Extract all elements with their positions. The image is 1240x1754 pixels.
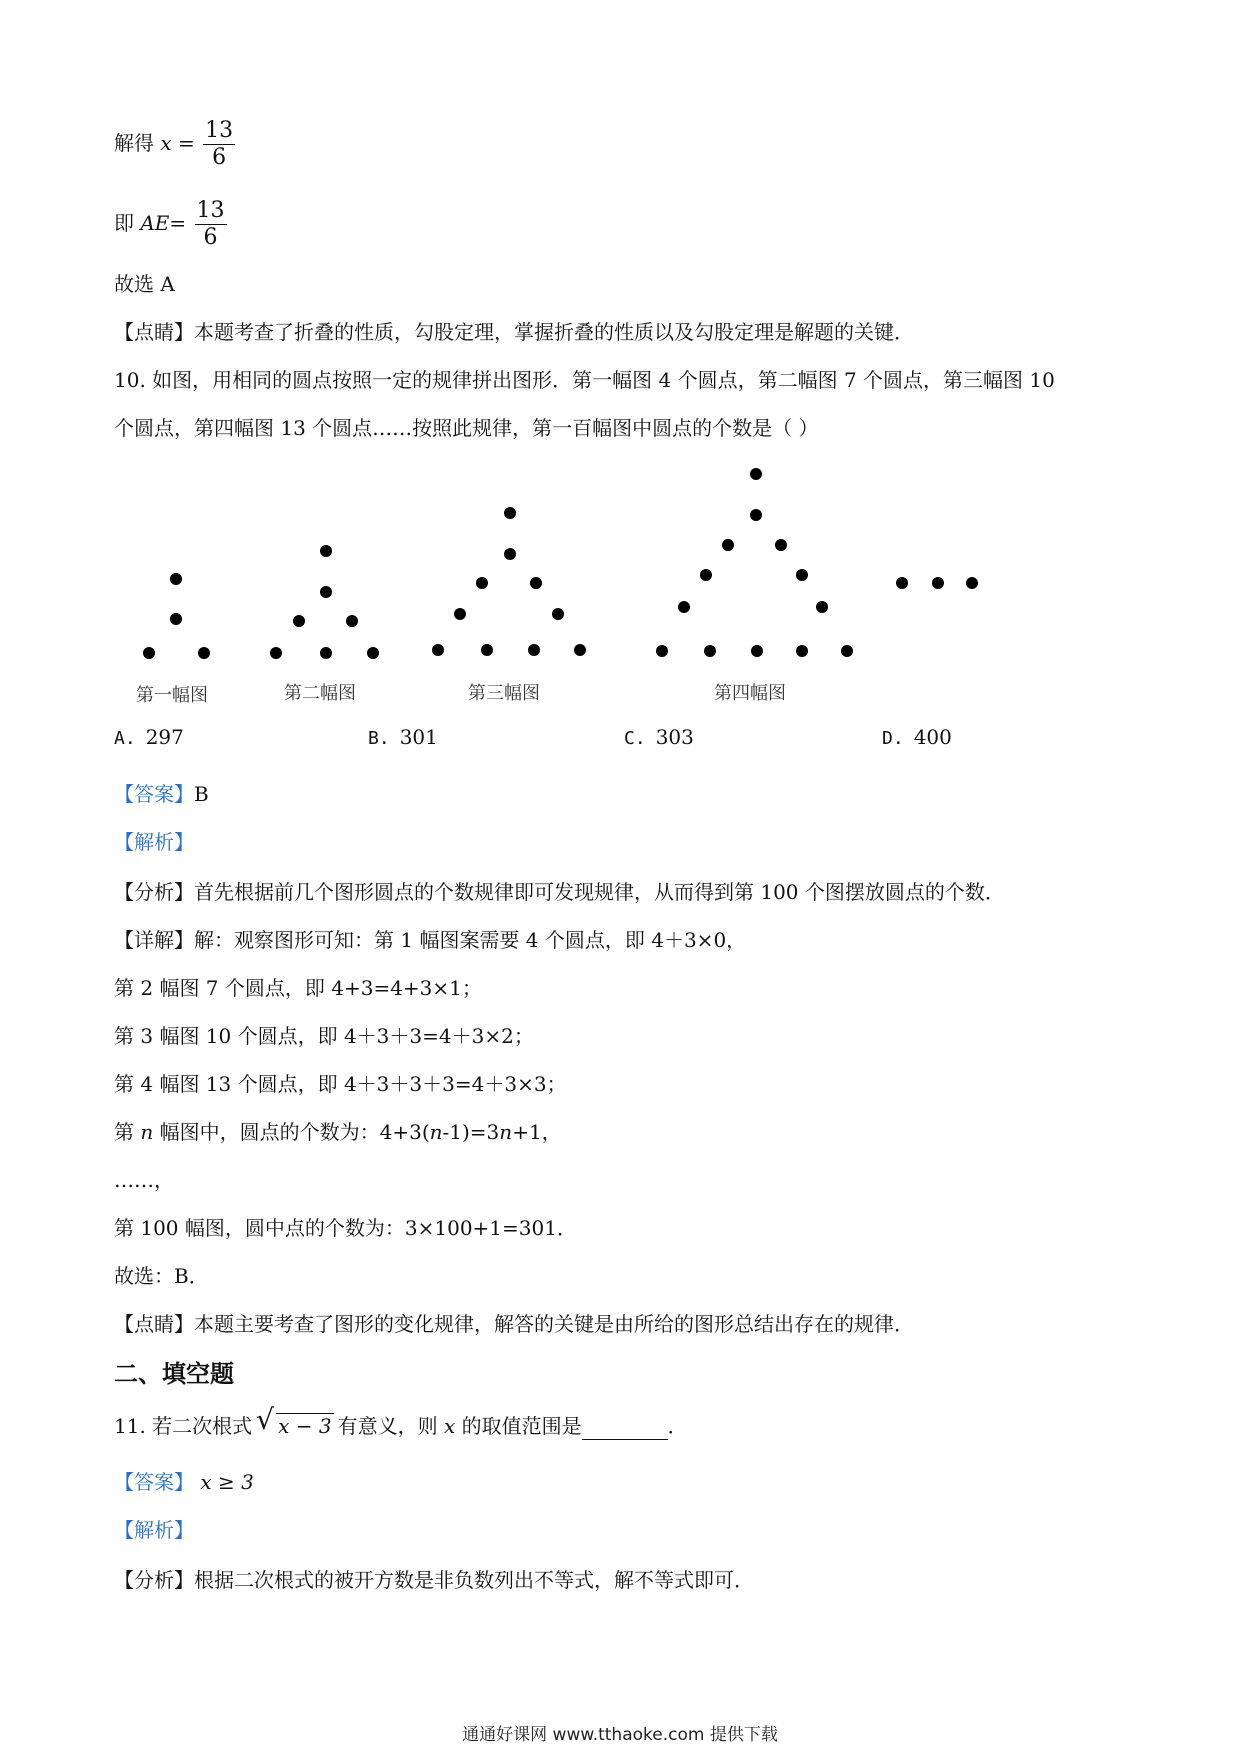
q10-fenxi: 【分析】首先根据前几个图形圆点的个数规律即可发现规律，从而得到第 100 个图摆放圆点的个数．: [114, 880, 1005, 904]
q11-answer: [114, 1468, 254, 1496]
dot: [504, 548, 516, 560]
ae-prefix: 即: [114, 211, 134, 235]
dot: [170, 573, 182, 585]
dot: [722, 539, 734, 551]
q11-var: x: [444, 1414, 456, 1438]
q11-fenxi: 【分析】根据二次根式的被开方数是非负数列出不等式，解不等式即可．: [114, 1568, 754, 1592]
dot: [320, 647, 332, 659]
dot: [432, 644, 444, 656]
dot: [481, 644, 493, 656]
dot: [704, 645, 716, 657]
q11-suffix: 的取值范围是: [461, 1414, 582, 1438]
solve-prefix: 解得: [114, 131, 154, 155]
dot: [751, 645, 763, 657]
q10-choose: 故选：B．: [114, 1264, 209, 1288]
dot: [367, 647, 379, 659]
dot: [346, 615, 358, 627]
q11-answer-tag: 【答案】: [114, 1470, 194, 1494]
ae-line: [114, 198, 227, 251]
answer-value: B: [194, 782, 209, 806]
option-d: [882, 725, 952, 749]
q10-detail-3: 第 3 幅图 10 个圆点，即 4＋3＋3=4＋3×2；: [114, 1024, 534, 1048]
answer-tag: 【答案】: [114, 782, 194, 806]
option-b-value: 301: [399, 725, 438, 749]
q11-stem: [114, 1403, 688, 1440]
solve-fraction: [203, 118, 235, 171]
detail5-d: +1，: [512, 1120, 562, 1144]
q10-ellipsis: ……，: [114, 1168, 174, 1192]
detail5-n2: n: [429, 1120, 443, 1144]
caption-figure-1: 第一幅图: [136, 685, 208, 706]
dot: [320, 545, 332, 557]
dot: [143, 647, 155, 659]
caption-figure-3: 第三幅图: [468, 683, 540, 704]
q11-answer-value: x ≥ 3: [200, 1470, 254, 1494]
option-a-key: A.: [114, 728, 136, 749]
radical-sign: √: [256, 1403, 275, 1436]
option-d-key: D.: [882, 728, 904, 749]
q10-stem-line2: 个圆点，第四幅图 13 个圆点……按照此规律，第一百幅图中圆点的个数是（ ）: [114, 416, 819, 440]
option-d-value: 400: [913, 725, 952, 749]
dot: [841, 645, 853, 657]
dot: [775, 539, 787, 551]
ellipsis-dot: [896, 577, 908, 589]
solve-numerator: 13: [205, 118, 234, 143]
dot: [816, 601, 828, 613]
q10-answer: [114, 780, 209, 808]
detail5-n: n: [140, 1120, 154, 1144]
q10-detail-6: 第 100 幅图，圆中点的个数为：3×100+1=301．: [114, 1216, 577, 1240]
dot: [454, 608, 466, 620]
option-c-key: C.: [624, 728, 646, 749]
q10-detail-5: [114, 1118, 562, 1146]
dot: [678, 601, 690, 613]
ae-var: AE=: [140, 211, 187, 235]
q10-detail-1: 【详解】解：观察图形可知：第 1 幅图案需要 4 个圆点，即 4＋3×0，: [114, 928, 747, 952]
detail5-n3: n: [499, 1120, 513, 1144]
radicand: x − 3: [278, 1414, 332, 1438]
dot: [270, 647, 282, 659]
dot-pattern-figure: [114, 455, 1014, 715]
caption-figure-2: 第二幅图: [284, 683, 356, 704]
section-heading: 二、填空题: [114, 1360, 234, 1388]
detail5-b: 幅图中，圆点的个数为：4+3(: [153, 1120, 430, 1144]
q11-end: ．: [667, 1414, 688, 1438]
dot: [530, 577, 542, 589]
detail5-c: -1)=3: [442, 1120, 500, 1144]
dot: [750, 468, 762, 480]
dot: [796, 569, 808, 581]
ae-denominator: 6: [203, 225, 218, 250]
prev-review: 【点睛】本题考查了折叠的性质，勾股定理，掌握折叠的性质以及勾股定理是解题的关键．: [114, 320, 914, 344]
dot: [656, 645, 668, 657]
option-b: [368, 725, 438, 749]
sqrt-expression: [256, 1403, 333, 1440]
solve-var: x: [160, 131, 172, 155]
dot: [198, 647, 210, 659]
dot: [320, 586, 332, 598]
ellipsis-dot: [932, 577, 944, 589]
prev-choose: 故选 A: [114, 272, 175, 296]
ellipsis-dot: [966, 577, 978, 589]
dot: [796, 645, 808, 657]
q10-stem-line1: 10. 如图，用相同的圆点按照一定的规律拼出图形．第一幅图 4 个圆点，第二幅图 7 个圆点，第三幅图 10: [114, 368, 1055, 392]
dot: [293, 615, 305, 627]
dot: [552, 608, 564, 620]
q11-analysis-tag: 【解析】: [114, 1518, 194, 1542]
option-c-value: 303: [655, 725, 694, 749]
q11-middle: 有意义，则: [337, 1414, 438, 1438]
solve-denominator: 6: [212, 145, 227, 170]
option-a: [114, 725, 184, 749]
q10-detail-4: 第 4 幅图 13 个圆点，即 4＋3＋3＋3=4＋3×3；: [114, 1072, 567, 1096]
ae-numerator: 13: [196, 198, 225, 223]
option-c: [624, 725, 694, 749]
q10-analysis-tag: 【解析】: [114, 830, 194, 854]
dot: [700, 569, 712, 581]
q10-detail-2: 第 2 幅图 7 个圆点，即 4+3=4+3×1；: [114, 976, 482, 1000]
solve-line: 解得 x = $\frac{13}{6}$: [114, 118, 234, 170]
q10-review: 【点睛】本题主要考查了图形的变化规律，解答的关键是由所给的图形总结出存在的规律．: [114, 1312, 914, 1336]
option-a-value: 297: [145, 725, 184, 749]
q11-prefix: 11. 若二次根式: [114, 1414, 253, 1438]
ae-fraction: [195, 198, 227, 251]
answer-blank[interactable]: [582, 1419, 668, 1440]
dot: [504, 507, 516, 519]
page-footer: 通通好课网 www.tthaoke.com 提供下载: [462, 1725, 778, 1745]
option-b-key: B.: [368, 728, 390, 749]
dot: [750, 509, 762, 521]
dot: [528, 644, 540, 656]
detail5-a: 第: [114, 1120, 141, 1144]
dot: [574, 644, 586, 656]
dot: [170, 613, 182, 625]
dot: [476, 577, 488, 589]
caption-figure-4: 第四幅图: [714, 683, 786, 704]
